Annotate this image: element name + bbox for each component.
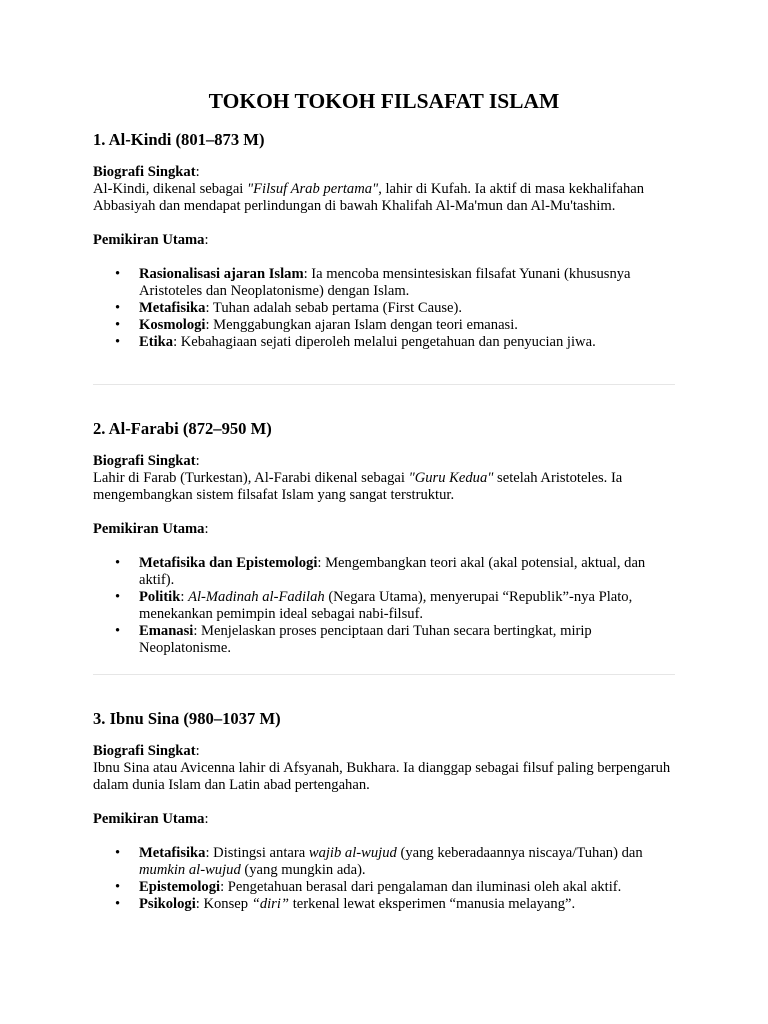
bio-paragraph: Biografi Singkat: Lahir di Farab (Turkestan), Al-Farabi dikenal sebagai "Guru Kedua" setelah Aristoteles. Ia mengembangkan sistem filsafat Islam yang sangat terstruktur. xyxy=(93,453,623,503)
bullet-icon: • xyxy=(115,555,121,571)
bullet-icon: • xyxy=(115,266,121,282)
list-item: • Emanasi: Menjelaskan proses penciptaan dari Tuhan secara bertingkat, mirip Neoplatonisme. xyxy=(115,623,592,656)
bio-paragraph: Biografi Singkat: Al-Kindi, dikenal sebagai "Filsuf Arab pertama", lahir di Kufah. Ia aktif di masa kekhalifahan Abbasiyah dan mendapat perlindungan di bawah Khalifah Al-Ma'mun dan Al-Mu'tashim. xyxy=(93,164,645,214)
list-item: • Kosmologi: Menggabungkan ajaran Islam dengan teori emanasi. xyxy=(115,317,518,333)
list-item: • Politik: Al-Madinah al-Fadilah (Negara Utama), menyerupai “Republik”-nya Plato, menekankan pemimpin ideal sebagai nabi-filsuf. xyxy=(115,589,633,622)
section-heading: 3. Ibnu Sina (980–1037 M) xyxy=(93,709,281,728)
section-ibnu-sina xyxy=(93,709,677,913)
list-item: • Epistemologi: Pengetahuan berasal dari pengalaman dan iluminasi oleh akal aktif. xyxy=(115,879,622,895)
thought-label-line: Pemikiran Utama: xyxy=(93,232,209,248)
bullet-icon: • xyxy=(115,589,121,605)
section-heading: 1. Al-Kindi (801–873 M) xyxy=(93,130,265,149)
list-item: • Psikologi: Konsep “diri” terkenal lewat eksperimen “manusia melayang”. xyxy=(115,896,576,912)
bullet-icon: • xyxy=(115,623,121,639)
bio-label: Biografi Singkat xyxy=(93,743,196,759)
thought-label: Pemikiran Utama xyxy=(93,811,205,827)
bullet-icon: • xyxy=(115,896,121,912)
thought-list xyxy=(93,555,677,657)
thought-label-line: Pemikiran Utama: xyxy=(93,811,209,827)
thought-label-line: Pemikiran Utama: xyxy=(93,521,209,537)
bio-label: Biografi Singkat xyxy=(93,164,196,180)
bullet-icon: • xyxy=(115,879,121,895)
section-al-farabi xyxy=(93,419,677,657)
thought-list xyxy=(93,266,677,351)
list-item: • Metafisika: Tuhan adalah sebab pertama (First Cause). xyxy=(115,300,463,316)
section-al-kindi xyxy=(93,130,677,351)
thought-label: Pemikiran Utama xyxy=(93,232,205,248)
page-title: TOKOH TOKOH FILSAFAT ISLAM xyxy=(208,89,560,113)
thought-label: Pemikiran Utama xyxy=(93,521,205,537)
list-item: • Metafisika: Distingsi antara wajib al-wujud (yang keberadaannya niscaya/Tuhan) dan mumkin al-wujud (yang mungkin ada). xyxy=(115,845,643,878)
bio-paragraph: Biografi Singkat: Ibnu Sina atau Avicenna lahir di Afsyanah, Bukhara. Ia dianggap sebagai filsuf paling berpengaruh dalam dunia Islam dan Latin abad pertengahan. xyxy=(93,743,671,793)
section-divider xyxy=(93,384,675,385)
section-divider xyxy=(93,674,675,675)
section-heading: 2. Al-Farabi (872–950 M) xyxy=(93,419,272,438)
bullet-icon: • xyxy=(115,845,121,861)
bio-label: Biografi Singkat xyxy=(93,453,196,469)
thought-list xyxy=(93,845,677,913)
list-item: • Rasionalisasi ajaran Islam: Ia mencoba mensintesiskan filsafat Yunani (khususnya Aristoteles dan Neoplatonisme) dengan Islam. xyxy=(115,266,631,299)
list-item: • Metafisika dan Epistemologi: Mengembangkan teori akal (akal potensial, aktual, dan aktif). xyxy=(115,555,646,588)
bullet-icon: • xyxy=(115,317,121,333)
bullet-icon: • xyxy=(115,334,121,350)
list-item: • Etika: Kebahagiaan sejati diperoleh melalui pengetahuan dan penyucian jiwa. xyxy=(115,334,596,350)
bullet-icon: • xyxy=(115,300,121,316)
